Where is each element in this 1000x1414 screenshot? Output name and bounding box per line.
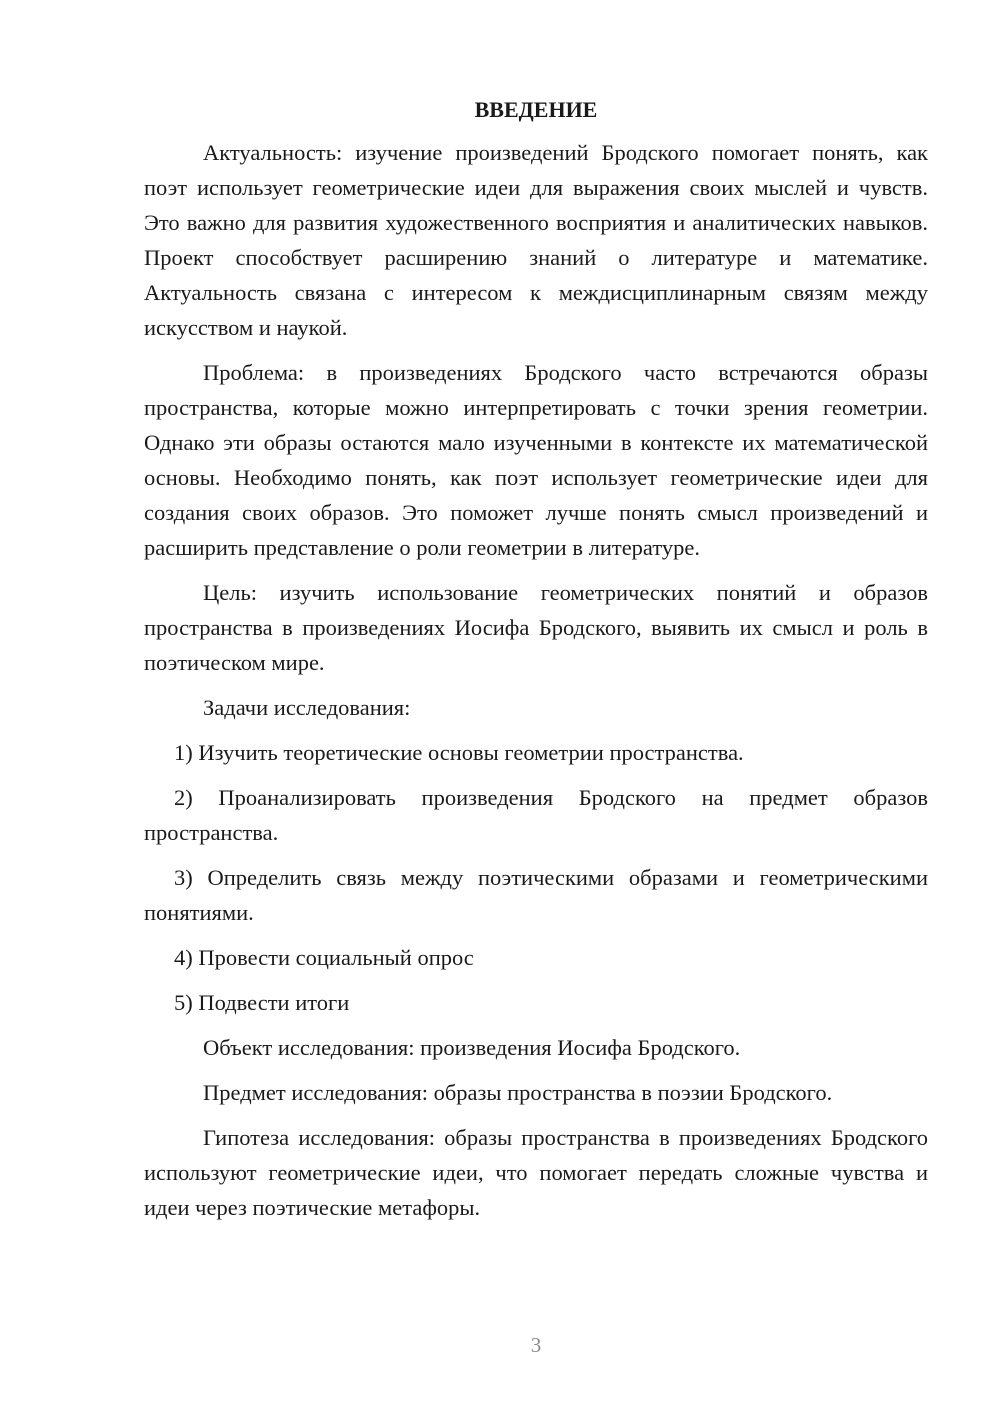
list-item: 1) Изучить теоретические основы геометрии пространства. (174, 740, 744, 765)
section-title: ВВЕДЕНИЕ (474, 97, 598, 122)
paragraph-tasks-heading: Задачи исследования: (203, 695, 411, 720)
paragraph-relevance: Актуальность: изучение произведений Бродского помогает понять, как поэт использует геометрические идеи для выражения своих мыслей и чувств. Это важно для развития художественного восприятия и аналитических навыков. Проект способствует расширению знаний о литературе и математике. Актуальность связана с интересом к междисциплинарным связям между искусством и наукой. (144, 140, 928, 340)
page-number: 3 (530, 1333, 542, 1357)
paragraph-subject: Предмет исследования: образы пространства в поэзии Бродского. (203, 1080, 833, 1105)
list-item: 4) Провести социальный опрос (174, 945, 474, 970)
document-page (144, 92, 928, 1235)
paragraph-hypothesis: Гипотеза исследования: образы пространства в произведениях Бродского используют геометрические идеи, что помогает передать сложные чувства и идеи через поэтические метафоры. (144, 1125, 928, 1220)
paragraph-goal: Цель: изучить использование геометрических понятий и образов пространства в произведениях Иосифа Бродского, выявить их смысл и роль в поэтическом мире. (144, 580, 928, 675)
list-item: 2) Проанализировать произведения Бродского на предмет образов пространства. (144, 785, 928, 845)
paragraph-problem: Проблема: в произведениях Бродского часто встречаются образы пространства, которые можно интерпретировать с точки зрения геометрии. Однако эти образы остаются мало изученными в контексте их математической основы. Необходимо понять, как поэт использует геометрические идеи для создания своих образов. Это поможет лучше понять смысл произведений и расширить представление о роли геометрии в литературе. (144, 360, 928, 560)
paragraph-object: Объект исследования: произведения Иосифа Бродского. (203, 1035, 741, 1060)
task-list (144, 735, 928, 1020)
list-item: 3) Определить связь между поэтическими образами и геометрическими понятиями. (144, 865, 928, 925)
list-item: 5) Подвести итоги (174, 990, 350, 1015)
